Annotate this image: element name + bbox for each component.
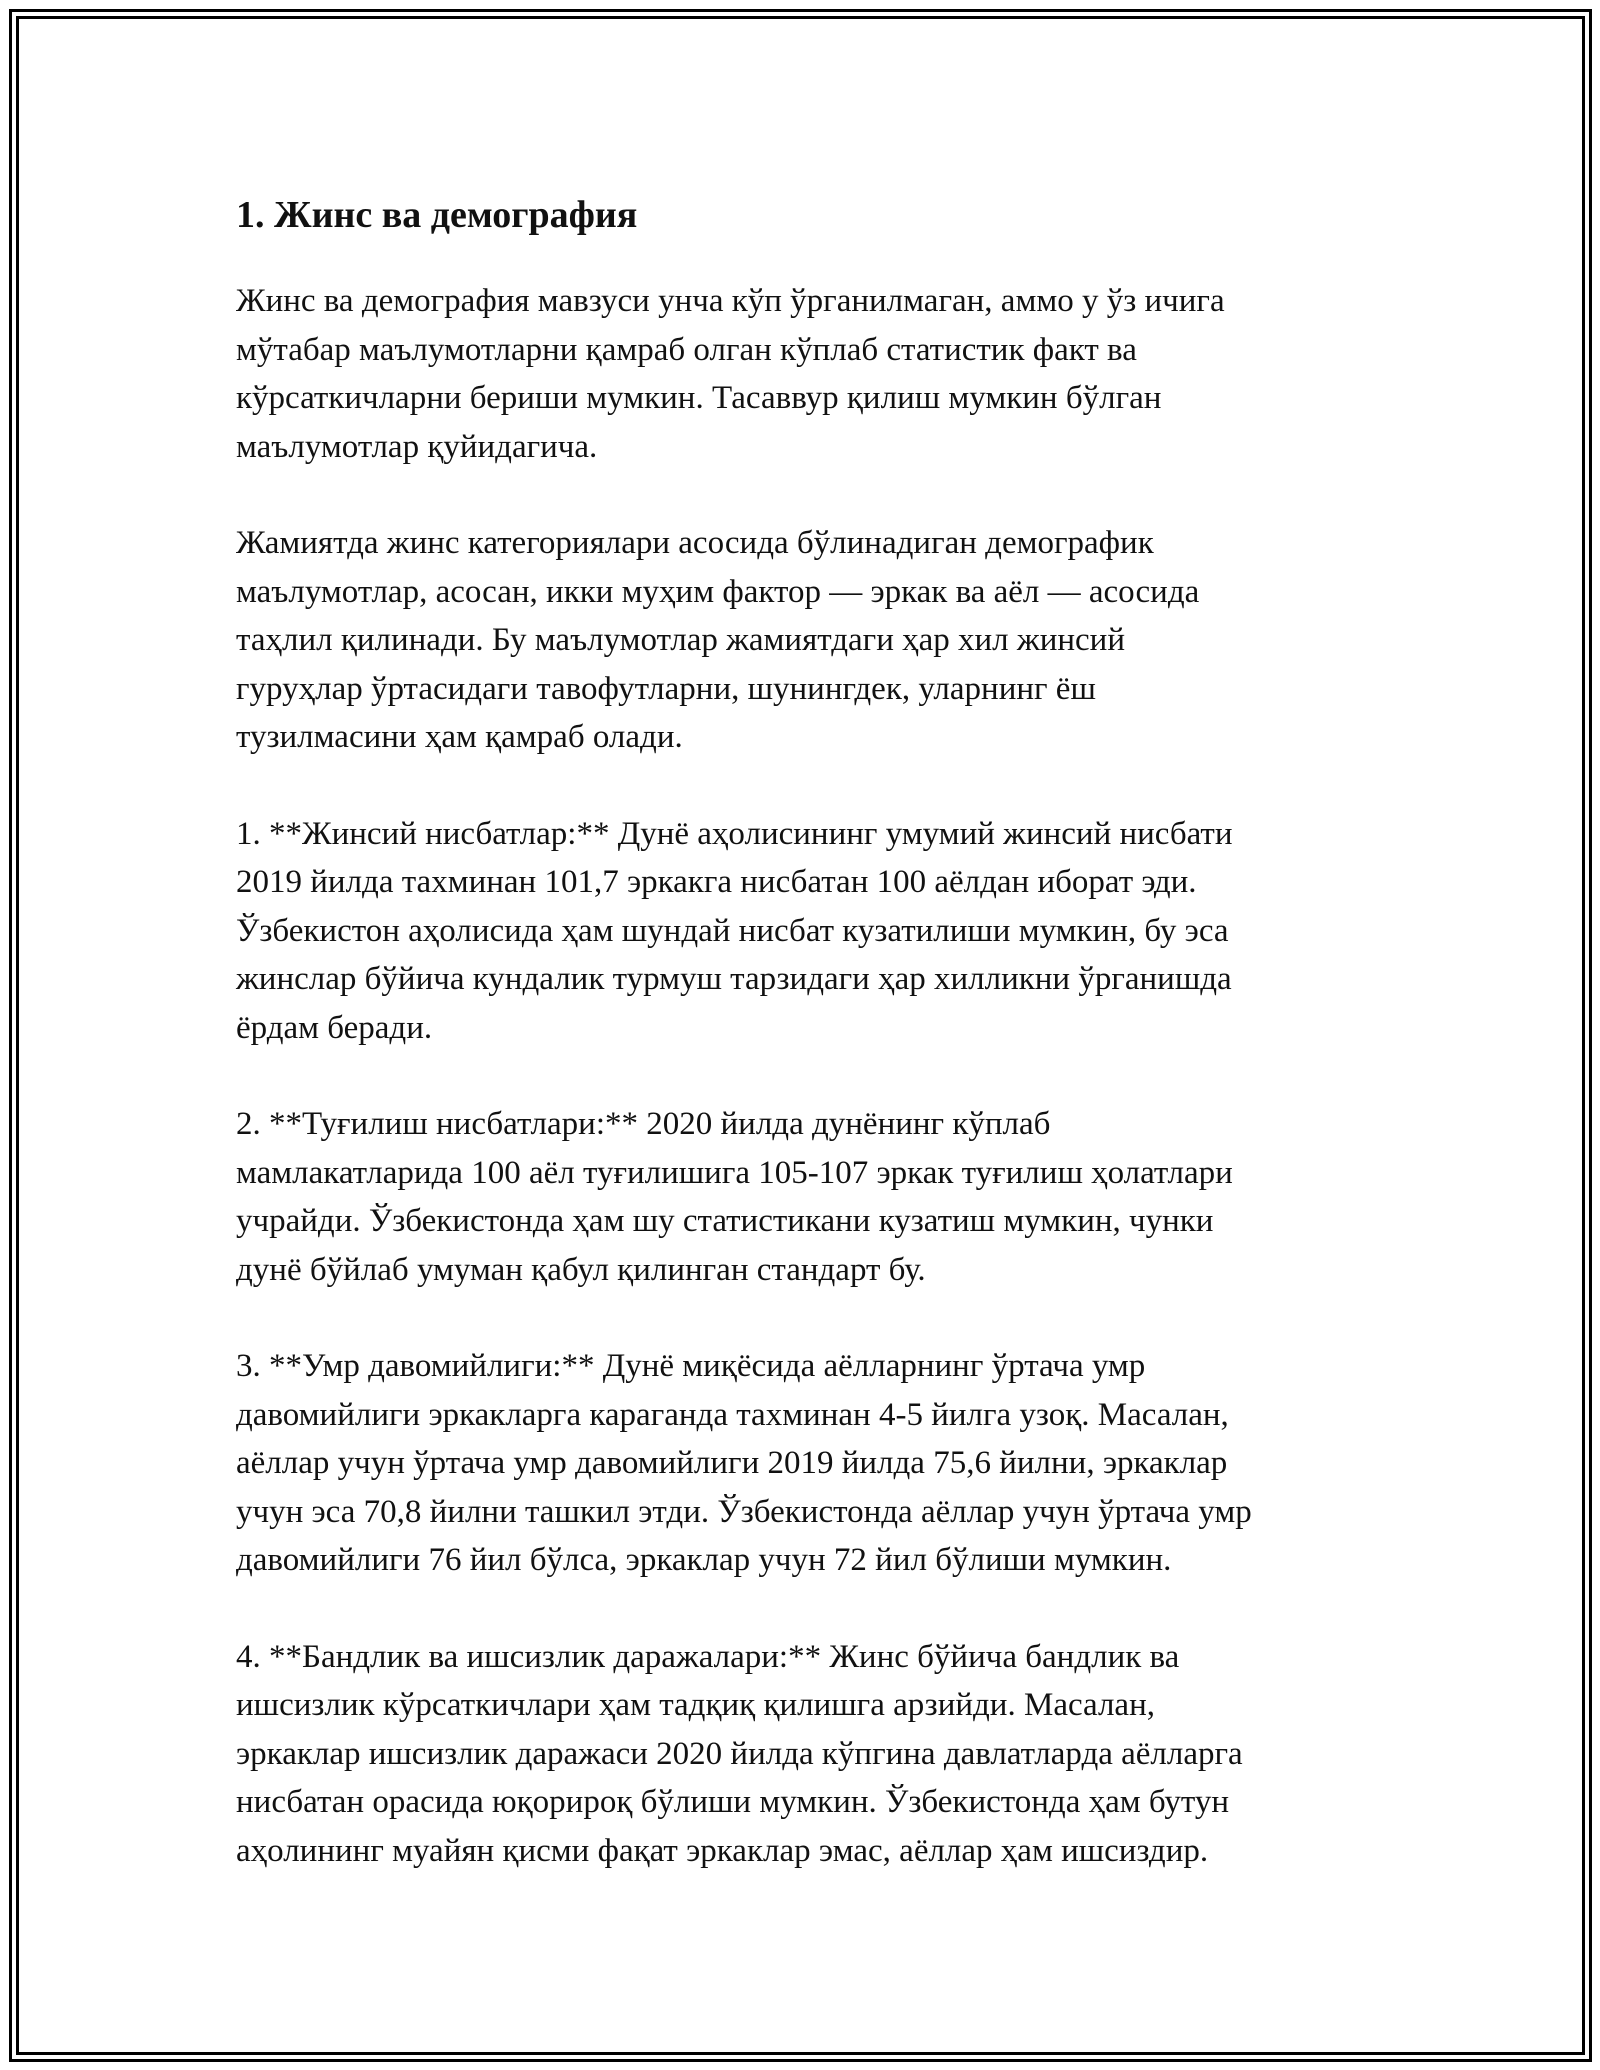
context-paragraph: Жамиятда жинс категориялари асосида бўлинадиган демографик маълумотлар, асосан, икки муҳим фактор — эркак ва аёл — асосида таҳлил қилинади. Бу маълумотлар жамиятдаги ҳар хил жинсий гуруҳлар ўртасидаги тавофутларни, шунингдек, уларнинг ёш тузилмасини ҳам қамраб олади. bbox=[236, 525, 1200, 755]
list-item-sex-ratio: 1. **Жинсий нисбатлар:** Дунё аҳолисининг умумий жинсий нисбати 2019 йилда тахминан 101,7 эркакга нисбатан 100 аёлдан иборат эди. Ўзбекистон аҳолисида ҳам шундай нисбат кузатилиши мумкин, бу эса жинслар бўйича кундалик турмуш тарзидаги ҳар хилликни ўрганишда ёрдам беради. bbox=[236, 815, 1233, 1046]
list-item-employment: 4. **Бандлик ва ишсизлик даражалари:** Жинс бўйича бандлик ва ишсизлик кўрсаткичлари ҳам тадқиқ қилишга арзийди. Масалан, эркаклар ишсизлик даражаси 2020 йилда кўпгина давлатларда аёлларга нисбатан орасида юқорироқ бўлиши мумкин. Ўзбекистонда ҳам бутун aҳолининг муайян қисми фақат эркаклар эмас, аёллар ҳам ишсиздир. bbox=[236, 1638, 1243, 1869]
section-title: 1. Жинс ва демография bbox=[236, 194, 638, 236]
intro-paragraph: Жинс ва демография мавзуси унча кўп ўрганилмаган, аммо у ўз ичига мўтабар маълумотларни қамраб олган кўплаб статистик факт ва кўрсаткичларни бериши мумкин. Тасаввур қилиш мумкин бўлган маълумотлар қуйидагича. bbox=[236, 283, 1225, 465]
list-item-birth-ratio: 2. **Туғилиш нисбатлари:** 2020 йилда дунёнинг кўплаб мамлакатларида 100 аёл туғилишига 105-107 эркак туғилиш ҳолатлари учрайди. Ўзбекистонда ҳам шу статистикани кузатиш мумкин, чунки дунё бўйлаб умуман қабул қилинган стандарт бу. bbox=[236, 1106, 1233, 1288]
document-body bbox=[236, 185, 1396, 1923]
list-item-life-expectancy: 3. **Умр давомийлиги:** Дунё миқёсида аёлларнинг ўртача умр давомийлиги эркакларга караганда тахминан 4-5 йилга узоқ. Масалан, аёллар учун ўртача умр давомийлиги 2019 йилда 75,6 йилни, эркаклар учун эса 70,8 йилни ташкил этди. Ўзбекистонда аёллар учун ўртача умр давомийлиги 76 йил бўлса, эркаклар учун 72 йил бўлиши мумкин. bbox=[236, 1348, 1252, 1578]
